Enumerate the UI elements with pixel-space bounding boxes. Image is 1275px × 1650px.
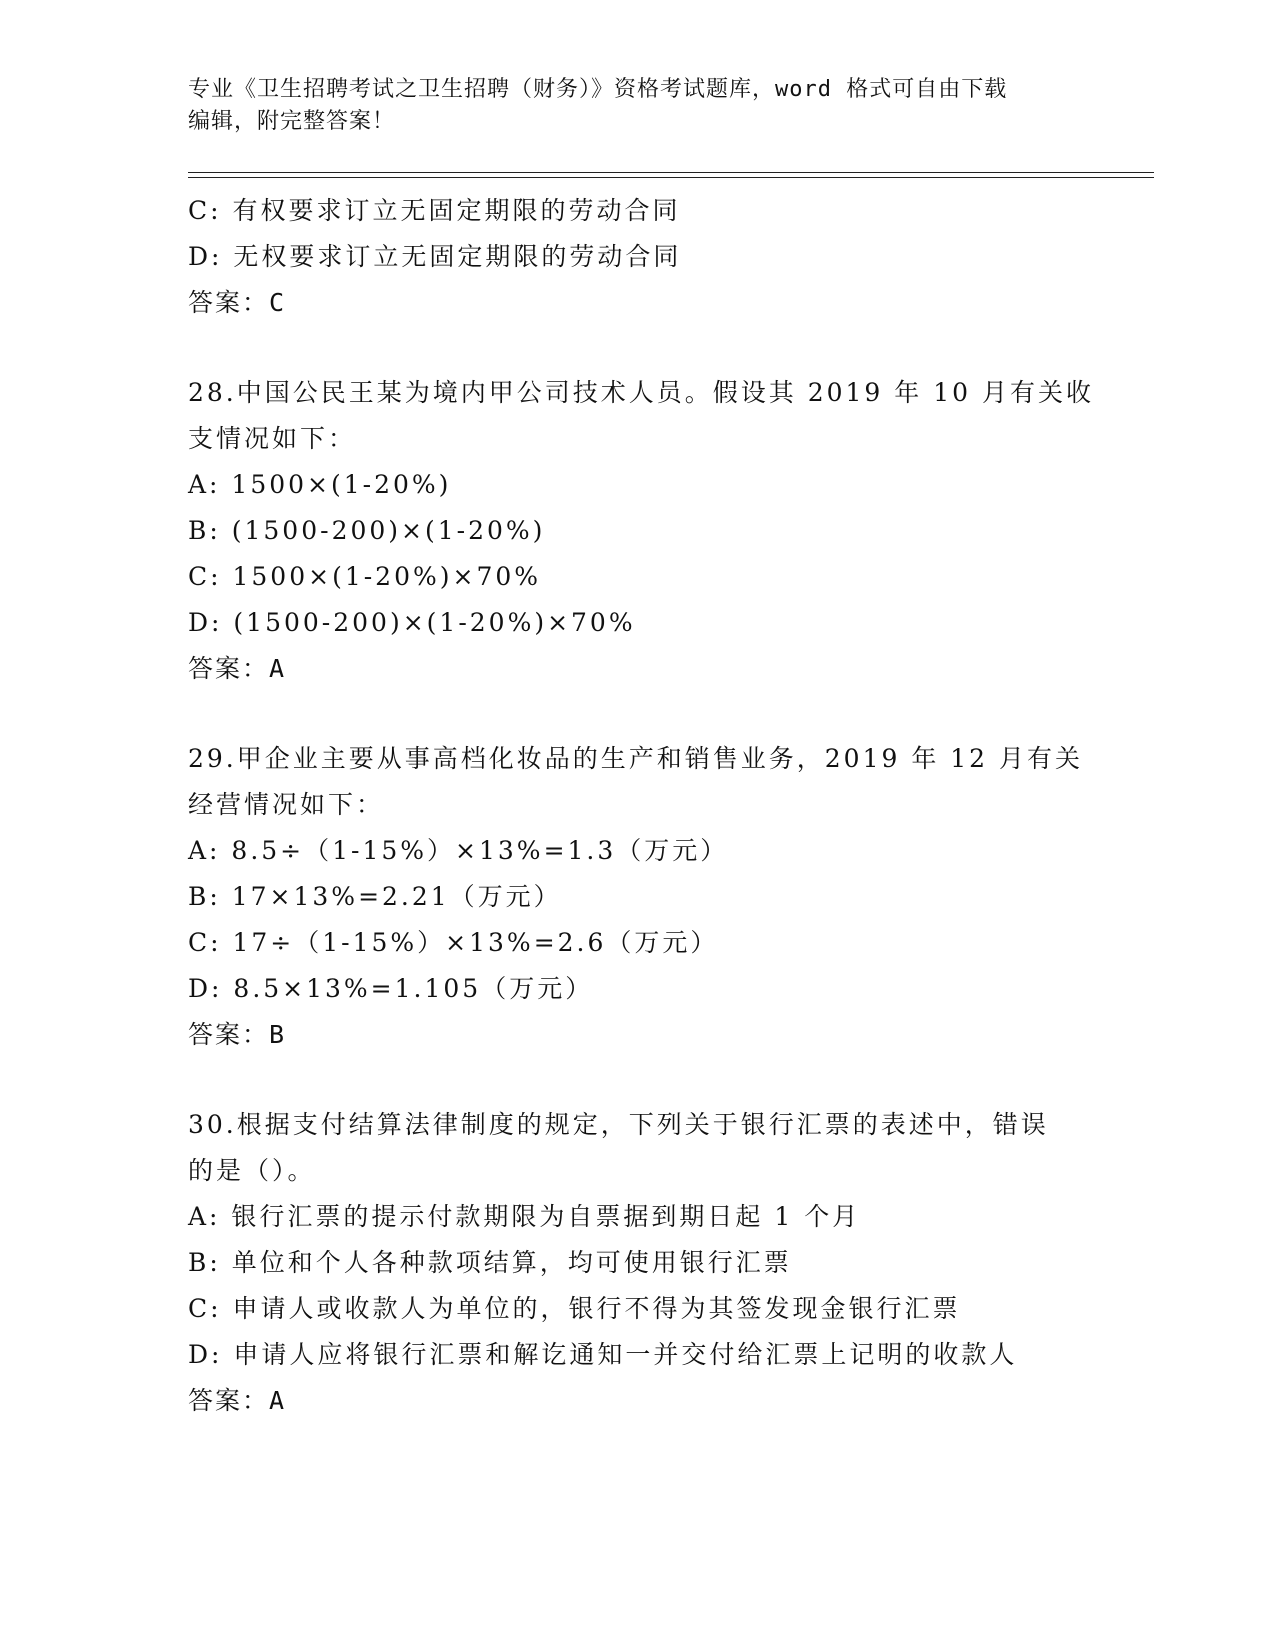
q29-option-b: B: 17×13%=2.21（万元） bbox=[188, 882, 562, 911]
question-list bbox=[188, 188, 1148, 1424]
q28-option-b: B: (1500-200)×(1-20%) bbox=[188, 516, 546, 545]
question-30 bbox=[188, 1102, 1148, 1424]
header-divider-bottom bbox=[188, 177, 1154, 178]
q28-stem-line-1: 28.中国公民王某为境内甲公司技术人员。假设其 2019 年 10 月有关收 bbox=[188, 378, 1094, 407]
q30-option-c: C: 申请人或收款人为单位的，银行不得为其签发现金银行汇票 bbox=[188, 1294, 961, 1323]
header-line-2: 编辑，附完整答案！ bbox=[188, 109, 396, 134]
q28-answer: 答案：A bbox=[188, 654, 287, 683]
q29-stem-line-1: 29.甲企业主要从事高档化妆品的生产和销售业务，2019 年 12 月有关 bbox=[188, 744, 1084, 773]
q29-option-d: D: 8.5×13%=1.105（万元） bbox=[188, 974, 594, 1003]
q28-stem-line-2: 支情况如下： bbox=[188, 424, 357, 453]
q30-stem-line-1: 30.根据支付结算法律制度的规定，下列关于银行汇票的表述中，错误 bbox=[188, 1110, 1049, 1139]
q29-option-a: A: 8.5÷（1-15%）×13%=1.3（万元） bbox=[188, 836, 729, 865]
header-divider-top bbox=[188, 172, 1154, 173]
document-header bbox=[188, 74, 1068, 138]
q28-option-c: C: 1500×(1-20%)×70% bbox=[188, 562, 542, 591]
q30-option-a: A: 银行汇票的提示付款期限为自票据到期日起 1 个月 bbox=[188, 1202, 861, 1231]
q27-answer: 答案：C bbox=[188, 288, 287, 317]
q30-option-d: D: 申请人应将银行汇票和解讫通知一并交付给汇票上记明的收款人 bbox=[188, 1340, 1018, 1369]
question-27-partial bbox=[188, 188, 1148, 326]
spacer bbox=[188, 326, 1148, 370]
spacer bbox=[188, 692, 1148, 736]
q28-option-d: D: (1500-200)×(1-20%)×70% bbox=[188, 608, 636, 637]
question-29 bbox=[188, 736, 1148, 1058]
q30-option-b: B: 单位和个人各种款项结算，均可使用银行汇票 bbox=[188, 1248, 792, 1277]
q29-option-c: C: 17÷（1-15%）×13%=2.6（万元） bbox=[188, 928, 719, 957]
header-line-1: 专业《卫生招聘考试之卫生招聘（财务）》资格考试题库，word 格式可自由下载 bbox=[188, 77, 1008, 102]
question-28 bbox=[188, 370, 1148, 692]
q27-option-c: C: 有权要求订立无固定期限的劳动合同 bbox=[188, 196, 681, 225]
q30-stem-line-2: 的是（）。 bbox=[188, 1156, 316, 1185]
spacer bbox=[188, 1058, 1148, 1102]
q30-answer: 答案：A bbox=[188, 1386, 287, 1415]
q27-option-d: D: 无权要求订立无固定期限的劳动合同 bbox=[188, 242, 682, 271]
q28-option-a: A: 1500×(1-20%) bbox=[188, 470, 452, 499]
q29-stem-line-2: 经营情况如下： bbox=[188, 790, 385, 819]
q29-answer: 答案：B bbox=[188, 1020, 287, 1049]
